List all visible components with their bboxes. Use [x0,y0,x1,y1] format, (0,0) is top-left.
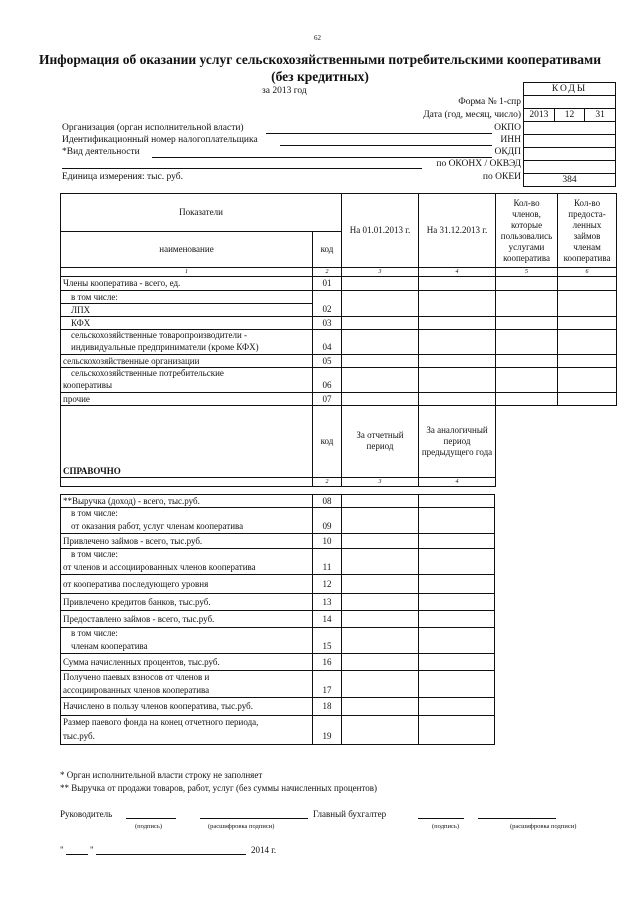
data-cell[interactable] [496,393,558,406]
chief-accountant-label: Главный бухгалтер [313,809,387,819]
data-cell[interactable] [419,729,495,745]
data-cell[interactable] [558,342,617,355]
data-cell[interactable] [419,291,496,304]
table-row [61,393,617,406]
table-row [61,716,495,729]
date-quote-open: " [60,845,64,855]
data-cell[interactable] [419,640,495,654]
reference-table [60,494,495,745]
data-cell[interactable] [419,277,496,291]
okpo-cell[interactable] [524,122,616,135]
chief-signature-line[interactable] [418,818,464,819]
header-indicators: Показатели [61,194,342,232]
table-row [61,330,617,342]
date-quote-close: " [90,845,94,855]
data-cell[interactable] [419,393,496,406]
data-cell[interactable] [558,291,617,304]
table-row [61,640,495,654]
codes-header: КОДЫ [524,83,616,96]
head-name-line[interactable] [200,818,308,819]
head-label: Руководитель [60,809,113,819]
table-row [61,671,495,684]
data-cell[interactable] [558,368,617,380]
data-cell[interactable] [342,716,419,729]
data-cell[interactable] [558,380,617,393]
row-name: в том числе: [61,291,313,304]
chief-sig-caption: (подпись) [432,823,459,830]
row-code: 10 [313,534,342,549]
table-row [61,534,495,549]
header-current-period: За отчетный период [342,406,419,478]
okdp-label: ОКДП [494,147,521,157]
colnum: 3 [342,477,419,486]
row-name: Привлечено займов - всего, тыс.руб. [61,534,313,549]
row-name: Члены кооператива - всего, ед. [61,277,313,291]
data-cell[interactable] [342,654,419,671]
head-signature-line[interactable] [126,818,176,819]
inn-code-label: ИНН [500,135,521,145]
table-row [61,520,495,534]
data-cell[interactable] [558,393,617,406]
header-members-used: Кол-во членов, которые пользовались услугами кооператива [496,194,558,268]
row-code [313,628,342,640]
form-code-cell[interactable] [524,96,616,109]
table-row [61,684,495,698]
row-name: тыс.руб. [61,729,313,745]
header-loans-given: Кол-во предоста-ленных займов членам кооператива [558,194,617,268]
data-cell[interactable] [419,611,495,628]
table-row [61,495,495,508]
okpo-label: ОКПО [494,123,521,133]
data-cell[interactable] [342,628,419,640]
okei-cell: 384 [524,174,616,187]
section-title: СПРАВОЧНО [61,466,313,478]
row-code: 17 [313,684,342,698]
data-cell[interactable] [419,508,495,520]
inn-underline[interactable] [280,145,492,146]
header-date1: На 01.01.2013 г. [342,194,419,268]
row-code [313,291,342,304]
row-code: 09 [313,520,342,534]
data-cell[interactable] [496,380,558,393]
data-cell[interactable] [419,520,495,534]
org-label: Организация (орган исполнительной власти) [62,123,244,133]
row-name: Привлечено кредитов банков, тыс.руб. [61,594,313,611]
row-code: 03 [313,317,342,330]
table-row [61,729,495,745]
row-name: в том числе: [61,508,313,520]
row-code: 12 [313,575,342,594]
data-cell[interactable] [496,330,558,342]
data-cell[interactable] [342,561,419,575]
data-cell[interactable] [496,368,558,380]
date-month-cell[interactable]: 12 [554,109,585,122]
data-cell[interactable] [419,368,496,380]
blank-area [496,406,617,487]
data-cell[interactable] [342,520,419,534]
row-code: 14 [313,611,342,628]
data-cell[interactable] [342,342,419,355]
okonh-cell[interactable] [524,161,616,174]
data-cell[interactable] [558,277,617,291]
data-cell[interactable] [496,342,558,355]
data-cell[interactable] [419,684,495,698]
form-title: Информация об оказании услуг сельскохозяйственными потребительскими кооперативами [38,52,602,67]
row-code: 06 [313,380,342,393]
data-cell[interactable] [342,330,419,342]
colnum-blank [61,477,313,486]
data-cell[interactable] [419,628,495,640]
colnum: 4 [419,268,496,277]
data-cell[interactable] [558,355,617,368]
data-cell[interactable] [342,380,419,393]
row-name: ассоциированных членов кооператива [61,684,313,698]
data-cell[interactable] [496,291,558,304]
table-row [61,342,617,355]
row-code: 18 [313,698,342,716]
row-code [313,368,342,380]
data-cell[interactable] [419,355,496,368]
data-cell[interactable] [419,698,495,716]
table-row [61,594,495,611]
activity-underline[interactable] [152,157,492,158]
table-row [61,291,617,304]
data-cell[interactable] [342,393,419,406]
table-row [61,277,617,291]
data-cell[interactable] [419,549,495,561]
row-name: прочие [61,393,313,406]
row-name: Предоставлено займов - всего, тыс.руб. [61,611,313,628]
row-code: 11 [313,561,342,575]
data-cell[interactable] [419,495,495,508]
row-code: 01 [313,277,342,291]
data-cell[interactable] [342,729,419,745]
header-code-2: код [313,406,342,478]
data-cell[interactable] [419,304,496,317]
date-day-cell[interactable]: 31 [585,109,616,122]
data-cell[interactable] [419,575,495,594]
date-year: 2014 г. [251,845,277,855]
colnum: 1 [61,268,313,277]
footnote-1: * Орган исполнительной власти строку не заполняет [60,770,263,780]
data-cell[interactable] [342,355,419,368]
table-row [61,368,617,380]
data-cell[interactable] [342,640,419,654]
row-code: 13 [313,594,342,611]
table-row [61,654,495,671]
table-row [61,575,495,594]
row-name: членам кооператива [61,640,313,654]
data-cell[interactable] [419,342,496,355]
data-cell[interactable] [342,534,419,549]
data-cell[interactable] [342,317,419,330]
data-cell[interactable] [342,277,419,291]
data-cell[interactable] [496,304,558,317]
row-code [313,508,342,520]
data-cell[interactable] [419,330,496,342]
data-cell[interactable] [558,330,617,342]
header-name: наименование [61,232,313,268]
okonh-label: по ОКОНХ / ОКВЭД [436,159,521,169]
data-cell[interactable] [419,380,496,393]
table-row [61,380,617,393]
inn-cell[interactable] [524,135,616,148]
data-cell[interactable] [342,368,419,380]
data-cell[interactable] [342,304,419,317]
page-number: 62 [314,34,321,42]
row-code [313,549,342,561]
date-label: Дата (год, месяц, число) [423,110,521,120]
row-name: сельскохозяйственные товаропроизводители - [61,330,313,342]
row-name: ЛПХ [61,304,313,317]
okdp-cell[interactable] [524,148,616,161]
data-cell[interactable] [342,611,419,628]
row-code: 15 [313,640,342,654]
section-blank [61,406,313,466]
data-cell[interactable] [342,508,419,520]
header-date2: На 31.12.2013 г. [419,194,496,268]
data-cell[interactable] [558,304,617,317]
row-name: Размер паевого фонда на конец отчетного периода, [61,716,313,729]
data-cell[interactable] [419,534,495,549]
data-cell[interactable] [419,317,496,330]
colnum: 6 [558,268,617,277]
data-cell[interactable] [558,317,617,330]
row-code: 02 [313,304,342,317]
colnum: 3 [342,268,419,277]
row-name: Начислено в пользу членов кооператива, тыс.руб. [61,698,313,716]
row-code: 07 [313,393,342,406]
data-cell[interactable] [342,684,419,698]
data-cell[interactable] [342,671,419,684]
date-month-line[interactable] [96,854,246,855]
form-label: Форма № 1-спр [458,97,521,107]
row-name: в том числе: [61,628,313,640]
row-name: Сумма начисленных процентов, тыс.руб. [61,654,313,671]
data-cell[interactable] [419,594,495,611]
colnum: 5 [496,268,558,277]
colnum: 2 [313,477,342,486]
row-code: 16 [313,654,342,671]
row-code [313,671,342,684]
org-underline[interactable] [266,133,492,134]
report-year: за 2013 год [262,86,307,96]
chief-name-caption: (расшифровка подписи) [510,823,577,830]
main-table [60,193,617,487]
data-cell[interactable] [342,495,419,508]
row-name: **Выручка (доход) - всего, тыс.руб. [61,495,313,508]
data-cell[interactable] [419,716,495,729]
inn-label: Идентификационный номер налогоплательщика [62,135,258,145]
row-code: 04 [313,342,342,355]
row-name: от членов и ассоциированных членов кооператива [61,561,313,575]
header-previous-period: За аналогичный период предыдущего года [419,406,496,478]
data-cell[interactable] [342,698,419,716]
table-row [61,698,495,716]
unit-label: Единица измерения: тыс. руб. [62,172,183,182]
chief-name-line[interactable] [478,818,556,819]
activity-underline-2[interactable] [62,168,422,169]
table-row [61,317,617,330]
row-name: сельскохозяйственные потребительские [61,368,313,380]
row-name: сельскохозяйственные организации [61,355,313,368]
colnum: 2 [313,268,342,277]
form-subtitle: (без кредитных) [271,69,369,84]
colnum: 4 [419,477,496,486]
row-name: индивидуальные предприниматели (кроме КФХ) [61,342,313,355]
data-cell[interactable] [342,291,419,304]
row-name: в том числе: [61,549,313,561]
codes-table [523,82,616,187]
row-name: от кооператива последующего уровня [61,575,313,594]
data-cell[interactable] [419,671,495,684]
head-name-caption: (расшифровка подписи) [208,823,275,830]
table-row [61,355,617,368]
footnote-2: ** Выручка от продажи товаров, работ, услуг (без суммы начисленных процентов) [60,783,378,793]
data-cell[interactable] [342,575,419,594]
row-code [313,716,342,729]
row-code: 05 [313,355,342,368]
data-cell[interactable] [342,549,419,561]
data-cell[interactable] [496,317,558,330]
row-code: 19 [313,729,342,745]
date-year-cell[interactable]: 2013 [524,109,555,122]
row-code: 08 [313,495,342,508]
table-row [61,549,495,561]
table-row [61,611,495,628]
date-day-line[interactable] [66,854,88,855]
row-name: от оказания работ, услуг членам кооператива [61,520,313,534]
okei-label: по ОКЕИ [482,172,521,182]
data-cell[interactable] [419,654,495,671]
head-sig-caption: (подпись) [135,823,162,830]
data-cell[interactable] [342,594,419,611]
row-name: КФХ [61,317,313,330]
table-row [61,628,495,640]
row-code [313,330,342,342]
activity-label: *Вид деятельности [62,147,140,157]
data-cell[interactable] [496,277,558,291]
table-row [61,508,495,520]
table-row [61,561,495,575]
data-cell[interactable] [496,355,558,368]
header-code: код [313,232,342,268]
row-name: кооперативы [61,380,313,393]
table-row [61,304,617,317]
row-name: Получено паевых взносов от членов и [61,671,313,684]
data-cell[interactable] [419,561,495,575]
